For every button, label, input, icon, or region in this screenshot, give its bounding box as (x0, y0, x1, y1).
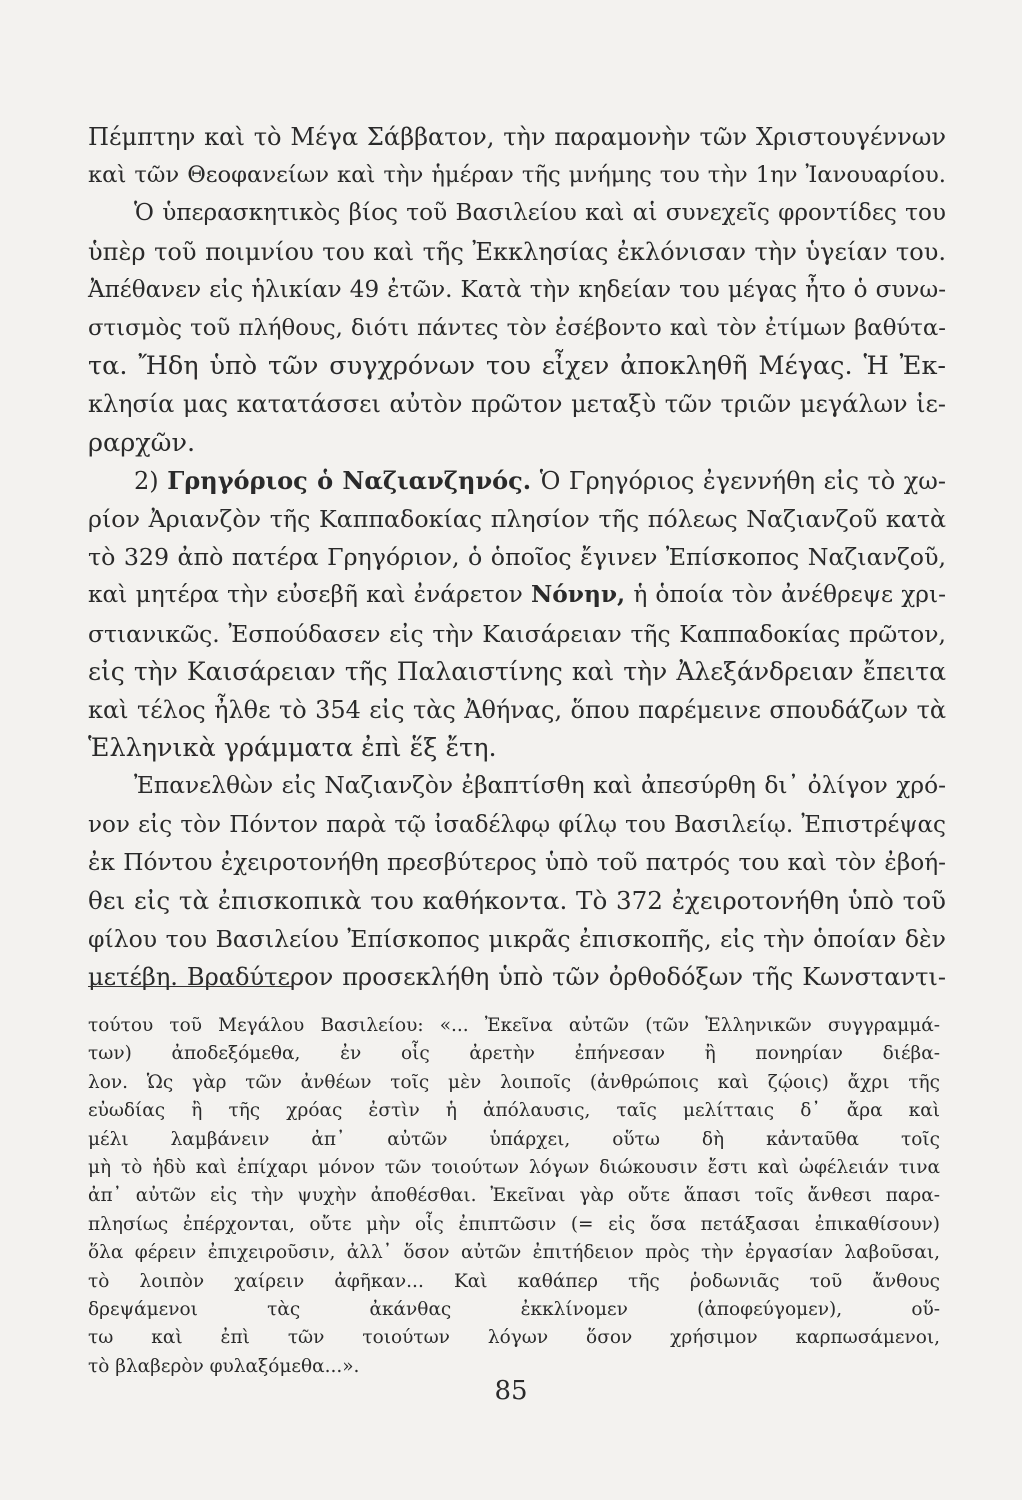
text-line: Ἀπέθανεν εἰς ἡλικίαν 49 ἐτῶν. Κατὰ τὴν κηδείαν του μέγας ἦτο ὁ συνω- (88, 276, 946, 303)
footnote-line: εὐωδίας ἢ τῆς χρόας ἐστὶν ἡ ἀπόλαυσις, ταῖς μελίτταις δ᾽ ἄρα καὶ (88, 1100, 940, 1122)
text-line: ἐκ Πόντου ἐχειροτονήθη πρεσβύτερος ὑπὸ τοῦ πατρός του καὶ τὸν ἐβοή- (88, 848, 946, 876)
footnote-line: τω καὶ ἐπὶ τῶν τοιούτων λόγων ὅσον χρήσιμον καρπωσάμενοι, (88, 1327, 940, 1349)
text-line: στισμὸς τοῦ πλήθους, διότι πάντες τὸν ἐσέβοντο καὶ τὸν ἐτίμων βαθύτα- (88, 315, 946, 342)
text-line: ραρχῶν. (88, 427, 196, 458)
footnote-line: ὅλα φέρειν ἐπιχειροῦσιν, ἀλλ᾽ ὅσον αὐτῶν ἐπιτήδειον πρὸς τὴν ἐργασίαν λαβοῦσαι, (88, 1242, 940, 1264)
footnote-line: δρεψάμενοι τὰς ἀκάνθας ἐκκλίνομεν (ἀποφεύγομεν), οὕ- (88, 1299, 940, 1321)
footnote-separator (88, 986, 292, 987)
text-line-with-bold (88, 576, 946, 614)
text-line: Ἐπανελθὼν εἰς Ναζιανζὸν ἐβαπτίσθη καὶ ἀπεσύρθη δι᾽ ὀλίγον χρό- (134, 772, 946, 800)
section-title: Γρηγόριος ὁ Ναζιανζηνός. (167, 465, 532, 495)
text-line: Πέμπτην καὶ τὸ Μέγα Σάββατον, τὴν παραμονὴν τῶν Χριστουγέννων (88, 123, 946, 151)
text-line: Ὁ ὑπερασκητικὸς βίος τοῦ Βασιλείου καὶ αἱ συνεχεῖς φροντίδες του (134, 199, 946, 227)
bold-name-nonin: Νόνην, (530, 581, 626, 609)
text-line: στιανικῶς. Ἐσπούδασεν εἰς τὴν Καισάρειαν τῆς Καππαδοκίας πρῶτον, (88, 619, 946, 648)
footnote-line: μέλι λαμβάνειν ἀπ᾽ αὐτῶν ὑπάρχει, οὕτω δὴ κἀνταῦθα τοῖς (88, 1128, 940, 1150)
text-line: τα. Ἤδη ὑπὸ τῶν συγχρόνων του εἶχεν ἀποκληθῆ Μέγας. Ἡ Ἐκ- (88, 351, 946, 382)
text-line: τὸ 329 ἀπὸ πατέρα Γρηγόριον, ὁ ὁποῖος ἔγινεν Ἐπίσκοπος Ναζιανζοῦ, (88, 543, 946, 572)
footnote-line: τούτου τοῦ Μεγάλου Βασιλείου: «... Ἐκεῖνα αὐτῶν (τῶν Ἑλληνικῶν συγγραμμά- (88, 1015, 940, 1036)
text-line: καὶ τέλος ἦλθε τὸ 354 εἰς τὰς Ἀθήνας, ὅπου παρέμεινε σπουδάζων τὰ (88, 696, 946, 725)
text-line: μετέβη. Βραδύτερον προσεκλήθη ὑπὸ τῶν ὀρθοδόξων τῆς Κωνσταντι- (88, 963, 946, 992)
footnote-line: λον. Ὡς γὰρ τῶν ἀνθέων τοῖς μὲν λοιποῖς (ἀνθρώποις καὶ ζῴοις) ἄχρι τῆς (88, 1071, 940, 1093)
footnote (88, 1012, 940, 1381)
text-line: Ἑλληνικὰ γράμματα ἐπὶ ἕξ ἔτη. (88, 733, 497, 764)
section-heading-line (88, 462, 946, 500)
text-line: ὑπὲρ τοῦ ποιμνίου του καὶ τῆς Ἐκκλησίας ἐκλόνισαν τὴν ὑγείαν του. (88, 237, 946, 266)
text-line: εἰς τὴν Καισάρειαν τῆς Παλαιστίνης καὶ τὴν Ἀλεξάνδρειαν ἔπειτα (88, 656, 946, 686)
text-line: ρίον Ἀριανζὸν τῆς Καππαδοκίας πλησίον τῆς πόλεως Ναζιανζοῦ κατὰ (88, 505, 946, 534)
main-text (88, 118, 946, 997)
page-number: 85 (494, 1376, 528, 1406)
footnote-line: ἀπ᾽ αὐτῶν εἰς τὴν ψυχὴν ἀποθέσθαι. Ἐκεῖναι γὰρ οὔτε ἅπασι τοῖς ἄνθεσι παρα- (88, 1185, 940, 1207)
section-text: Ὁ Γρηγόριος ἐγεννήθη εἰς τὸ χω- (539, 466, 946, 495)
text-line: καὶ τῶν Θεοφανείων καὶ τὴν ἡμέραν τῆς μνήμης του τὴν 1ην Ἰανουαρίου. (88, 162, 946, 189)
text-fragment: ἡ ὁποία τὸν ἀνέθρεψε χρι- (633, 581, 946, 609)
text-line: θει εἰς τὰ ἐπισκοπικὰ του καθήκοντα. Τὸ 372 ἐχειροτονήθη ὑπὸ τοῦ (88, 886, 946, 916)
footnote-line: τὸ λοιπὸν χαίρειν ἀφῆκαν... Καὶ καθάπερ τῆς ῥοδωνιᾶς τοῦ ἄνθους (88, 1270, 940, 1292)
footnote-line: μὴ τὸ ἡδὺ καὶ ἐπίχαρι μόνον τῶν τοιούτων λόγων διώκουσιν ἔστι καὶ ὠφέλειάν τινα (88, 1157, 940, 1179)
text-fragment: καὶ μητέρα τὴν εὐσεβῆ καὶ ἐνάρετον (88, 581, 523, 609)
text-line: κλησία μας κατατάσσει αὐτὸν πρῶτον μεταξὺ τῶν τριῶν μεγάλων ἱε- (88, 390, 946, 419)
footnote-line: των) ἀποδεξόμεθα, ἐν οἷς ἀρετὴν ἐπήνεσαν ἢ πονηρίαν διέβα- (88, 1043, 940, 1065)
footnote-line: πλησίως ἐπέρχονται, οὔτε μὴν οἷς ἐπιπτῶσιν (= εἰς ὅσα πετάξασαι ἐπικαθίσουν) (88, 1213, 940, 1235)
footnote-line: τὸ βλαβερὸν φυλαξόμεθα...». (88, 1355, 360, 1377)
text-line: φίλου του Βασιλείου Ἐπίσκοπος μικρᾶς ἐπισκοπῆς, εἰς τὴν ὁποίαν δὲν (88, 925, 946, 954)
section-number: 2) (134, 466, 159, 495)
text-line: νον εἰς τὸν Πόντον παρὰ τῷ ἰσαδέλφῳ φίλῳ του Βασιλείῳ. Ἐπιστρέψας (88, 811, 946, 838)
